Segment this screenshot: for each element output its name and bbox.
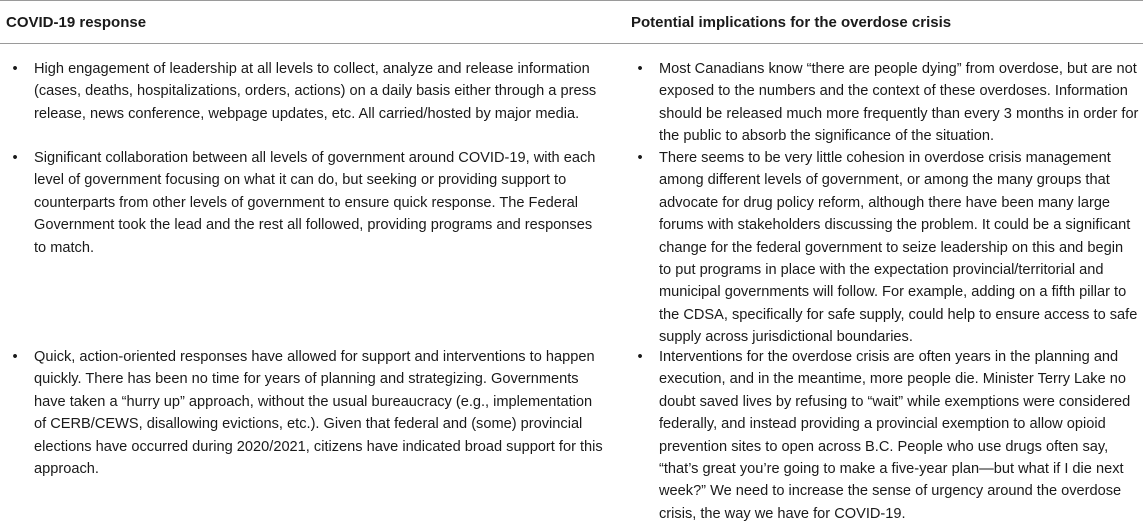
- row-2-implication: [631, 147, 1139, 349]
- row-3-implication: [631, 346, 1139, 525]
- bullet-icon: •: [637, 150, 643, 166]
- bullet-icon: •: [12, 150, 18, 166]
- list-item: [6, 58, 606, 125]
- implication-text: There seems to be very little cohesion in overdose crisis management among different levels of government, or among the many groups that advocate for drug policy reform, although there have been many large forums with stakeholders discussing the problem. It could be a significant change for the federal government to seize leadership on this and begin to put programs in place with the expectation provincial/territorial and municipal governments will follow. For example, adding on a fifth pillar to the CDSA, specifically for safe supply, could help to ensure access to safe supply across jurisdictional boundaries.: [659, 150, 1138, 346]
- response-text: Significant collaboration between all levels of government around COVID-19, with each level of government focusing on what it can do, but seeking or providing support to counterparts from other levels of government to ensure quick response. The Federal Government took the lead and the rest all followed, providing programs and responses to match.: [34, 150, 596, 256]
- response-text: High engagement of leadership at all levels to collect, analyze and release information (cases, deaths, hospitalizations, orders, actions) on a daily basis either through a press release, news conference, webpage updates, etc. All carried/hosted by major media.: [34, 61, 597, 122]
- list-item: [631, 346, 1139, 525]
- bullet-icon: •: [637, 349, 643, 365]
- row-3-response: [6, 346, 606, 480]
- list-item: [631, 58, 1139, 148]
- bullet-icon: •: [637, 61, 643, 77]
- row-1-response: [6, 58, 606, 125]
- header-overdose-implications: Potential implications for the overdose crisis: [631, 14, 952, 31]
- table-header: [0, 1, 1143, 44]
- response-text: Quick, action-oriented responses have allowed for support and interventions to happen quickly. There has been no time for years of planning and strategizing. Governments have taken a “hurry up” approach, without the usual bureaucracy (e.g., implementation of CERB/CEWS, disallowing evictions, etc.). Given that federal and (some) provincial elections have occurred during 2020/2021, citizens have indicated broad support for this approach.: [34, 349, 603, 478]
- bullet-icon: •: [12, 349, 18, 365]
- list-item: [6, 346, 606, 480]
- bullet-icon: •: [12, 61, 18, 77]
- implication-text: Interventions for the overdose crisis are often years in the planning and execution, and in the meantime, more people die. Minister Terry Lake no doubt saved lives by refusing to “wait” while exemptions were considered federally, and instead providing a provincial exemption to allow opioid prevention sites to open across B.C. People who use drugs often say, “that’s great you’re going to make a five-year plan—but what if I die next week?” We need to increase the sense of urgency around the overdose crisis, the way we have for COVID-19.: [659, 349, 1131, 522]
- implication-text: Most Canadians know “there are people dying” from overdose, but are not exposed to the numbers and the context of these overdoses. Information should be released much more frequently than every 3 months in order for the public to absorb the significance of the situation.: [659, 61, 1139, 145]
- row-1-implication: [631, 58, 1139, 148]
- list-item: [6, 147, 606, 259]
- list-item: [631, 147, 1139, 349]
- header-covid-response: COVID-19 response: [6, 14, 147, 31]
- row-2-response: [6, 147, 606, 259]
